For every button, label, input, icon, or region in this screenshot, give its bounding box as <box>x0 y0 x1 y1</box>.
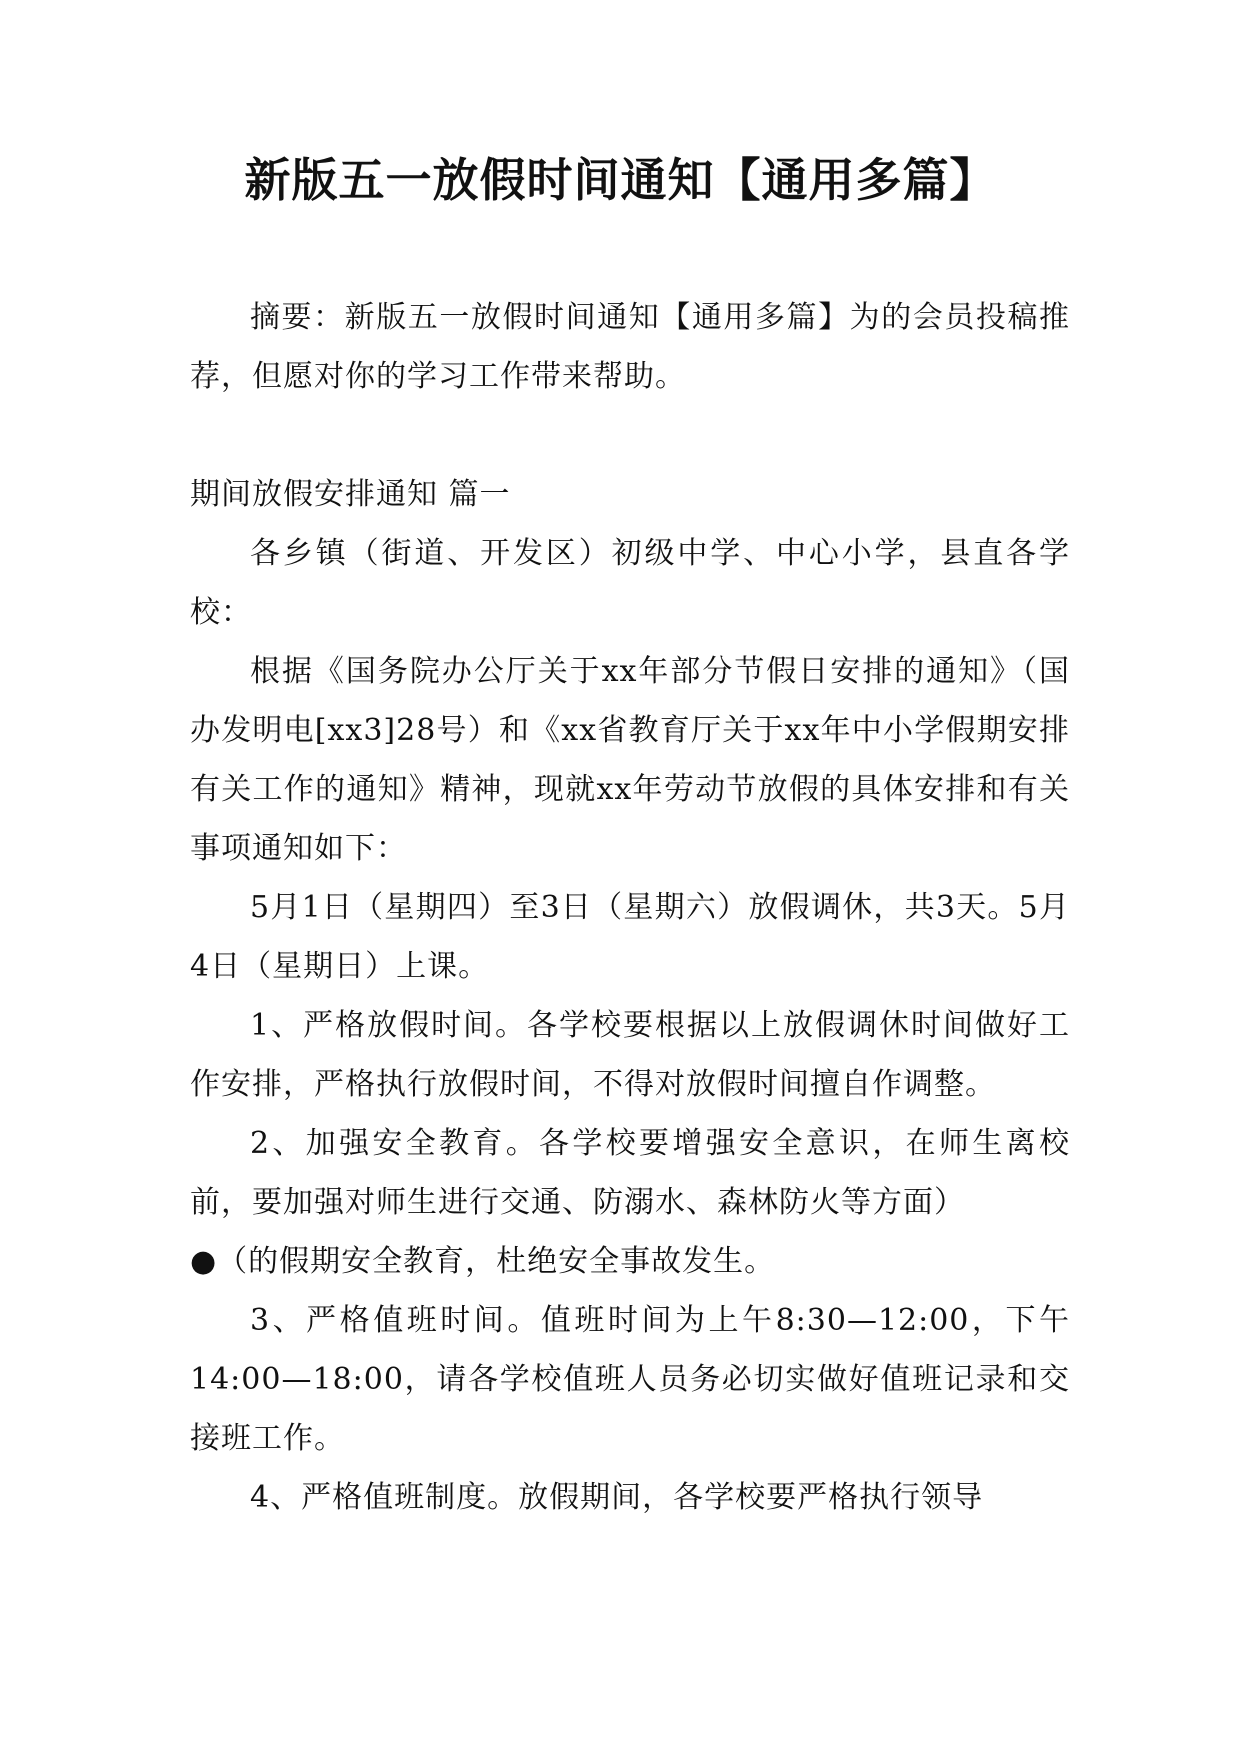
paragraph-item-3: 3、严格值班时间。值班时间为上午8:30—12:00，下午14:00—18:00，请各学校值班人员务必切实做好值班记录和交接班工作。 <box>190 1303 1070 1456</box>
paragraph-item-2: 2、加强安全教育。各学校要增强安全意识，在师生离校前，要加强对师生进行交通、防溺水、森林防火等方面） <box>190 1126 1070 1220</box>
spacer <box>190 406 1070 465</box>
paragraph-item-1: 1、严格放假时间。各学校要根据以上放假调休时间做好工作安排，严格执行放假时间，不得对放假时间擅自作调整。 <box>190 1008 1070 1102</box>
document-title: 新版五一放假时间通知【通用多篇】 <box>244 153 997 207</box>
paragraph-item-2-continued: ●（的假期安全教育，杜绝安全事故发生。 <box>190 1244 776 1279</box>
document-body <box>190 288 1070 1527</box>
paragraph-item-4: 4、严格值班制度。放假期间，各学校要严格执行领导 <box>250 1480 984 1515</box>
summary-paragraph: 摘要：新版五一放假时间通知【通用多篇】为的会员投稿推荐，但愿对你的学习工作带来帮助。 <box>190 300 1070 394</box>
paragraph-recipients: 各乡镇（街道、开发区）初级中学、中心小学，县直各学校： <box>190 536 1070 630</box>
paragraph-schedule: 5月1日（星期四）至3日（星期六）放假调休，共3天。5月4日（星期日）上课。 <box>190 890 1070 984</box>
section-heading: 期间放假安排通知 篇一 <box>190 477 511 512</box>
paragraph-basis: 根据《国务院办公厅关于xx年部分节假日安排的通知》（国办发明电[xx3]28号）和《xx省教育厅关于xx年中小学假期安排有关工作的通知》精神，现就xx年劳动节放假的具体安排和有关事项通知如下： <box>190 654 1070 866</box>
